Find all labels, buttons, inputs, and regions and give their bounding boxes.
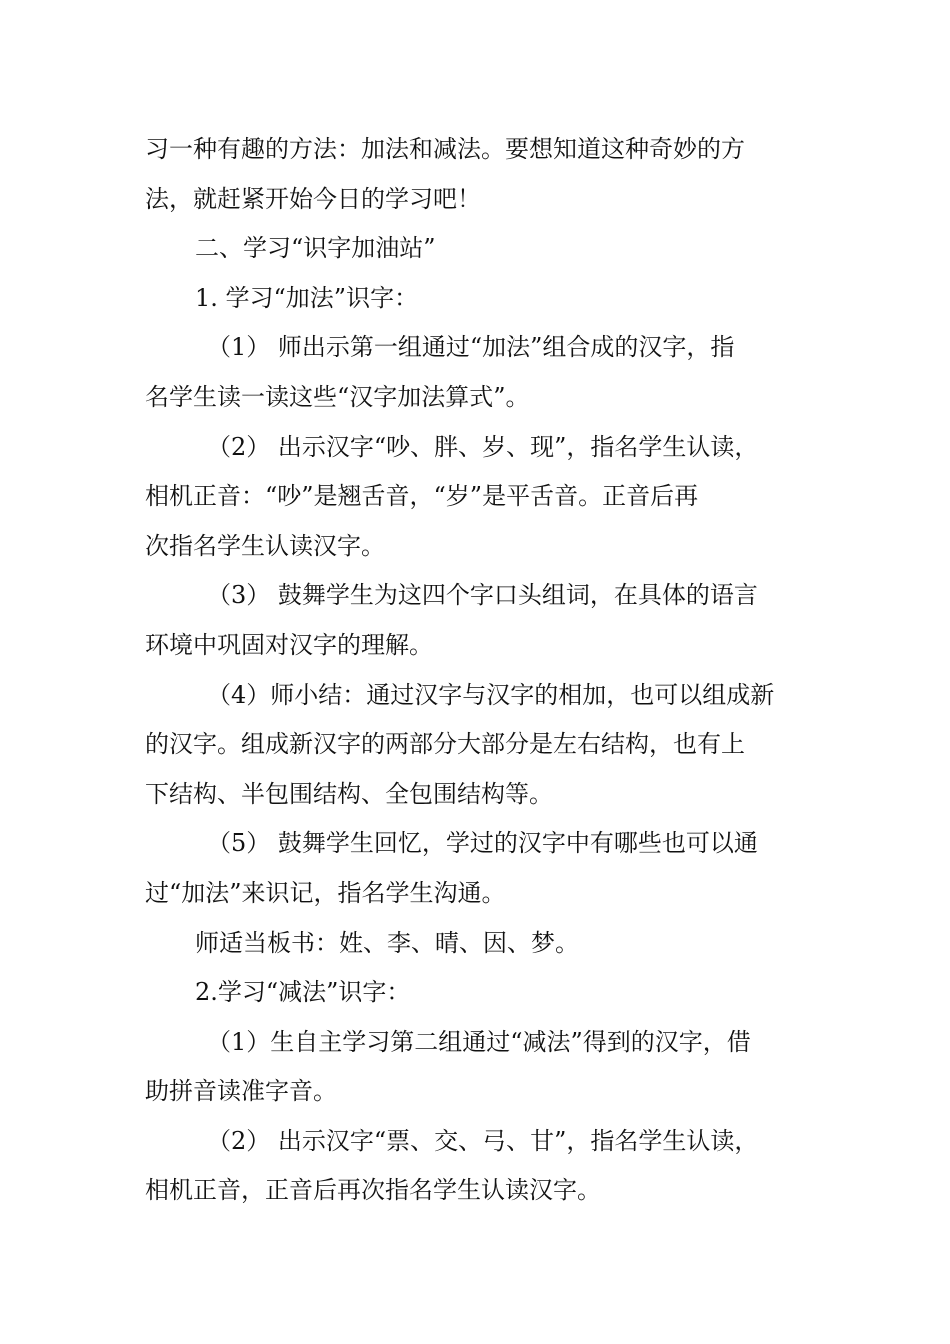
list-item-start: （1）生自主学习第二组通过“减法”得到的汉字，借 (207, 1027, 751, 1056)
list-item-start: （2） 出示汉字“票、交、弓、甘”，指名学生认读， (207, 1126, 759, 1155)
text-line: 环境中巩固对汉字的理解。 (145, 630, 433, 659)
section-heading: 二、学习“识字加油站” (195, 234, 436, 263)
text-line: 习一种有趣的方法：加法和减法。要想知道这种奇妙的方 (145, 135, 745, 163)
list-item-start: （1） 师出示第一组通过“加法”组合成的汉字，指 (207, 333, 735, 362)
text-line: 下结构、半包围结构、全包围结构等。 (145, 779, 553, 808)
board-note: 师适当板书：姓、李、晴、因、梦。 (195, 928, 579, 957)
subsection-heading: 1. 学习“加法”识字： (195, 283, 419, 312)
text-line: 的汉字。组成新汉字的两部分大部分是左右结构，也有上 (145, 730, 745, 759)
list-item-start: （3） 鼓舞学生为这四个字口头组词，在具体的语言 (207, 581, 758, 610)
text-line: 法，就赶紧开始今日的学习吧！ (145, 184, 481, 213)
list-item-start: （4）师小结：通过汉字与汉字的相加，也可以组成新 (207, 680, 775, 709)
text-line: 助拼音读准字音。 (145, 1077, 337, 1106)
text-line: 名学生读一读这些“汉字加法算式”。 (145, 382, 530, 411)
text-line: 相机正音：“吵”是翘舌音，“岁”是平舌音。正音后再 (145, 482, 699, 511)
list-item-start: （5） 鼓舞学生回忆，学过的汉字中有哪些也可以通 (207, 829, 758, 858)
text-line: 相机正音，正音后再次指名学生认读汉字。 (145, 1176, 601, 1205)
text-line: 次指名学生认读汉字。 (145, 531, 385, 560)
document-body (145, 125, 825, 1216)
list-item-start: （2） 出示汉字“吵、胖、岁、现”，指名学生认读， (207, 432, 759, 461)
text-line: 过“加法”来识记，指名学生沟通。 (145, 878, 506, 907)
subsection-heading: 2.学习“减法”识字： (195, 978, 411, 1007)
